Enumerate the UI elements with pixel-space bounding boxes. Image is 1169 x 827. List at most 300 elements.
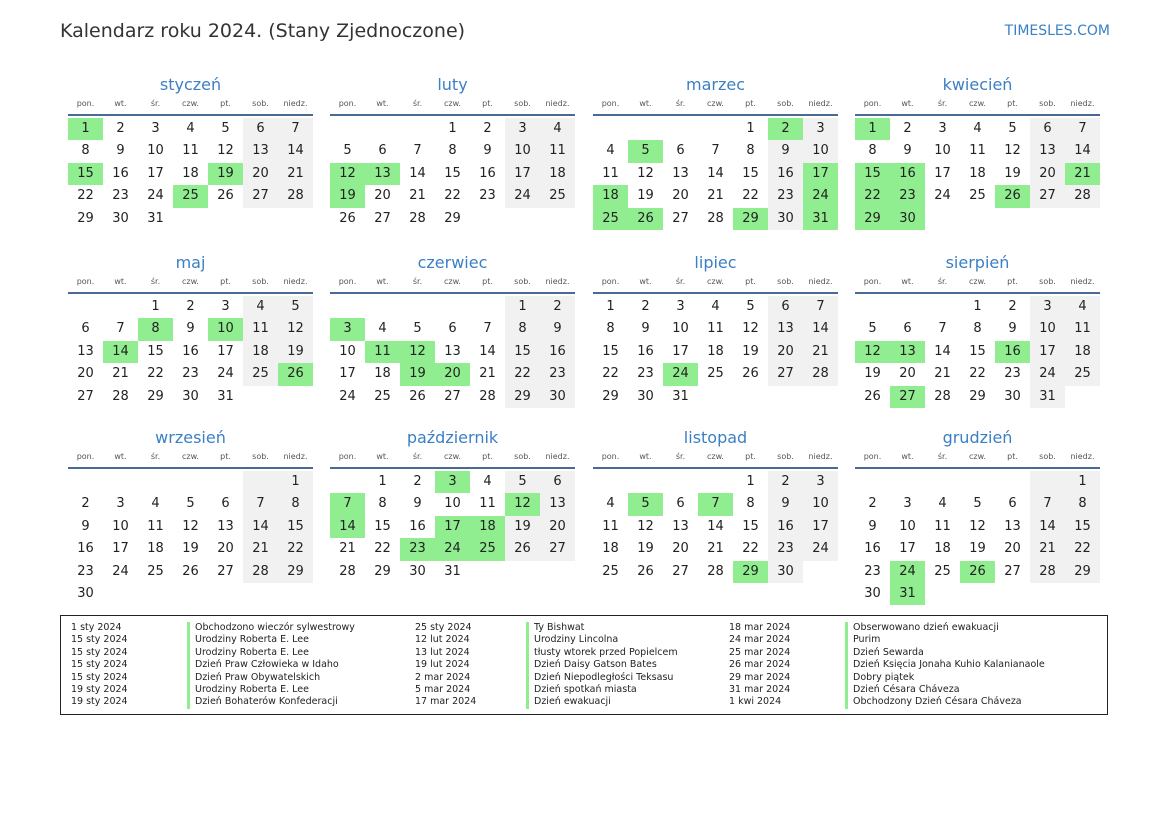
day-cell[interactable]: 14 <box>1030 516 1065 538</box>
day-cell[interactable]: 12 <box>278 318 313 340</box>
day-cell[interactable]: 14 <box>934 343 951 359</box>
day-cell[interactable]: 30 <box>768 561 803 583</box>
day-cell[interactable]: 22 <box>742 188 759 204</box>
day-cell[interactable]: 4 <box>606 496 615 512</box>
day-cell[interactable]: 12 <box>855 341 890 363</box>
day-cell[interactable]: 17 <box>803 163 838 185</box>
day-cell[interactable]: 5 <box>628 493 663 515</box>
day-cell[interactable]: 2 <box>903 121 912 136</box>
day-cell[interactable]: 2 <box>483 121 492 136</box>
day-cell[interactable]: 13 <box>672 165 689 181</box>
day-cell[interactable]: 17 <box>1030 341 1065 363</box>
day-cell[interactable]: 13 <box>1030 140 1065 162</box>
day-cell[interactable]: 23 <box>540 363 575 385</box>
day-cell[interactable]: 21 <box>339 541 356 557</box>
day-cell[interactable]: 24 <box>803 538 838 560</box>
day-cell[interactable]: 7 <box>330 493 365 515</box>
day-cell[interactable]: 9 <box>540 318 575 340</box>
day-cell[interactable]: 7 <box>1030 493 1065 515</box>
day-cell[interactable]: 20 <box>768 341 803 363</box>
day-cell[interactable]: 13 <box>243 140 278 162</box>
day-cell[interactable]: 29 <box>505 386 540 408</box>
day-cell[interactable]: 11 <box>182 143 199 159</box>
day-cell[interactable]: 22 <box>278 538 313 560</box>
day-cell[interactable]: 11 <box>707 321 724 337</box>
day-cell[interactable]: 30 <box>1004 388 1021 404</box>
day-cell[interactable]: 5 <box>505 471 540 493</box>
day-cell[interactable]: 1 <box>1065 471 1100 493</box>
day-cell[interactable]: 27 <box>217 563 234 579</box>
day-cell[interactable]: 24 <box>934 188 951 204</box>
day-cell[interactable]: 17 <box>339 366 356 382</box>
day-cell[interactable]: 10 <box>112 518 129 534</box>
day-cell[interactable]: 20 <box>672 188 689 204</box>
day-cell[interactable]: 18 <box>602 541 619 557</box>
day-cell[interactable]: 18 <box>934 541 951 557</box>
day-cell[interactable]: 9 <box>641 321 650 337</box>
day-cell[interactable]: 23 <box>77 563 94 579</box>
day-cell[interactable]: 30 <box>409 563 426 579</box>
day-cell[interactable]: 29 <box>969 388 986 404</box>
day-cell[interactable]: 17 <box>435 516 470 538</box>
day-cell[interactable]: 4 <box>186 121 195 136</box>
day-cell[interactable]: 24 <box>435 538 470 560</box>
day-cell[interactable]: 20 <box>1004 541 1021 557</box>
day-cell[interactable]: 22 <box>147 366 164 382</box>
day-cell[interactable]: 19 <box>637 541 654 557</box>
day-cell[interactable]: 21 <box>409 188 426 204</box>
day-cell[interactable]: 2 <box>540 296 575 318</box>
day-cell[interactable]: 27 <box>243 185 278 207</box>
day-cell[interactable]: 4 <box>378 321 387 337</box>
day-cell[interactable]: 30 <box>637 388 654 404</box>
day-cell[interactable]: 3 <box>116 496 125 512</box>
day-cell[interactable]: 26 <box>278 363 313 385</box>
day-cell[interactable]: 10 <box>672 321 689 337</box>
day-cell[interactable]: 17 <box>112 541 129 557</box>
day-cell[interactable]: 26 <box>505 538 540 560</box>
day-cell[interactable]: 30 <box>768 208 803 230</box>
day-cell[interactable]: 13 <box>890 341 925 363</box>
day-cell[interactable]: 24 <box>890 561 925 583</box>
day-cell[interactable]: 9 <box>116 143 125 159</box>
day-cell[interactable]: 26 <box>960 561 995 583</box>
day-cell[interactable]: 2 <box>868 496 877 512</box>
day-cell[interactable]: 6 <box>81 321 90 337</box>
day-cell[interactable]: 11 <box>602 165 619 181</box>
day-cell[interactable]: 27 <box>768 363 803 385</box>
day-cell[interactable]: 8 <box>138 318 173 340</box>
day-cell[interactable]: 27 <box>890 386 925 408</box>
day-cell[interactable]: 26 <box>742 366 759 382</box>
day-cell[interactable]: 21 <box>278 163 313 185</box>
day-cell[interactable]: 5 <box>868 321 877 337</box>
day-cell[interactable]: 6 <box>243 118 278 140</box>
day-cell[interactable]: 4 <box>973 121 982 136</box>
day-cell[interactable]: 14 <box>707 165 724 181</box>
day-cell[interactable]: 21 <box>1030 538 1065 560</box>
day-cell[interactable]: 17 <box>505 163 540 185</box>
day-cell[interactable]: 8 <box>448 143 457 159</box>
day-cell[interactable]: 16 <box>890 163 925 185</box>
day-cell[interactable]: 12 <box>400 341 435 363</box>
day-cell[interactable]: 24 <box>663 363 698 385</box>
day-cell[interactable]: 7 <box>1065 118 1100 140</box>
day-cell[interactable]: 22 <box>444 188 461 204</box>
day-cell[interactable]: 5 <box>746 299 755 314</box>
day-cell[interactable]: 28 <box>243 561 278 583</box>
day-cell[interactable]: 27 <box>672 563 689 579</box>
day-cell[interactable]: 13 <box>768 318 803 340</box>
day-cell[interactable]: 15 <box>969 343 986 359</box>
day-cell[interactable]: 28 <box>1030 561 1065 583</box>
day-cell[interactable]: 22 <box>77 188 94 204</box>
day-cell[interactable]: 10 <box>147 143 164 159</box>
day-cell[interactable]: 11 <box>1065 318 1100 340</box>
day-cell[interactable]: 19 <box>278 341 313 363</box>
day-cell[interactable]: 31 <box>890 583 925 605</box>
day-cell[interactable]: 22 <box>1065 538 1100 560</box>
day-cell[interactable]: 23 <box>112 188 129 204</box>
day-cell[interactable]: 22 <box>855 185 890 207</box>
day-cell[interactable]: 24 <box>217 366 234 382</box>
day-cell[interactable]: 21 <box>707 541 724 557</box>
day-cell[interactable]: 21 <box>707 188 724 204</box>
day-cell[interactable]: 21 <box>934 366 951 382</box>
day-cell[interactable]: 29 <box>855 208 890 230</box>
day-cell[interactable]: 5 <box>1008 121 1017 136</box>
day-cell[interactable]: 3 <box>903 496 912 512</box>
day-cell[interactable]: 19 <box>969 541 986 557</box>
day-cell[interactable]: 26 <box>995 185 1030 207</box>
day-cell[interactable]: 17 <box>899 541 916 557</box>
day-cell[interactable]: 8 <box>505 318 540 340</box>
day-cell[interactable]: 9 <box>768 493 803 515</box>
day-cell[interactable]: 22 <box>742 541 759 557</box>
day-cell[interactable]: 9 <box>868 518 877 534</box>
day-cell[interactable]: 28 <box>1065 185 1100 207</box>
day-cell[interactable]: 30 <box>864 585 881 601</box>
day-cell[interactable]: 6 <box>676 496 685 512</box>
day-cell[interactable]: 1 <box>855 118 890 140</box>
day-cell[interactable]: 30 <box>182 388 199 404</box>
day-cell[interactable]: 9 <box>81 518 90 534</box>
day-cell[interactable]: 25 <box>470 538 505 560</box>
day-cell[interactable]: 12 <box>742 321 759 337</box>
day-cell[interactable]: 21 <box>479 366 496 382</box>
day-cell[interactable]: 16 <box>479 165 496 181</box>
day-cell[interactable]: 19 <box>505 516 540 538</box>
day-cell[interactable]: 25 <box>602 563 619 579</box>
day-cell[interactable]: 26 <box>409 388 426 404</box>
day-cell[interactable]: 12 <box>637 518 654 534</box>
day-cell[interactable]: 1 <box>151 299 160 314</box>
day-cell[interactable]: 11 <box>969 143 986 159</box>
day-cell[interactable]: 10 <box>803 493 838 515</box>
day-cell[interactable]: 20 <box>435 363 470 385</box>
day-cell[interactable]: 31 <box>672 388 689 404</box>
day-cell[interactable]: 26 <box>628 208 663 230</box>
day-cell[interactable]: 10 <box>208 318 243 340</box>
day-cell[interactable]: 18 <box>593 185 628 207</box>
day-cell[interactable]: 9 <box>768 140 803 162</box>
day-cell[interactable]: 11 <box>934 518 951 534</box>
day-cell[interactable]: 14 <box>278 140 313 162</box>
day-cell[interactable]: 16 <box>182 343 199 359</box>
day-cell[interactable]: 18 <box>707 343 724 359</box>
day-cell[interactable]: 9 <box>186 321 195 337</box>
day-cell[interactable]: 8 <box>746 496 755 512</box>
day-cell[interactable]: 21 <box>243 538 278 560</box>
day-cell[interactable]: 16 <box>995 341 1030 363</box>
day-cell[interactable]: 19 <box>182 541 199 557</box>
day-cell[interactable]: 17 <box>147 165 164 181</box>
day-cell[interactable]: 5 <box>221 121 230 136</box>
day-cell[interactable]: 7 <box>116 321 125 337</box>
day-cell[interactable]: 23 <box>182 366 199 382</box>
day-cell[interactable]: 1 <box>68 118 103 140</box>
day-cell[interactable]: 25 <box>147 563 164 579</box>
day-cell[interactable]: 10 <box>934 143 951 159</box>
day-cell[interactable]: 4 <box>938 496 947 512</box>
day-cell[interactable]: 16 <box>409 518 426 534</box>
day-cell[interactable]: 2 <box>186 299 195 314</box>
day-cell[interactable]: 15 <box>742 165 759 181</box>
day-cell[interactable]: 21 <box>112 366 129 382</box>
day-cell[interactable]: 8 <box>378 496 387 512</box>
day-cell[interactable]: 8 <box>606 321 615 337</box>
day-cell[interactable]: 23 <box>1004 366 1021 382</box>
day-cell[interactable]: 29 <box>374 563 391 579</box>
day-cell[interactable]: 2 <box>1008 299 1017 314</box>
day-cell[interactable]: 28 <box>339 563 356 579</box>
day-cell[interactable]: 28 <box>112 388 129 404</box>
day-cell[interactable]: 26 <box>339 210 356 226</box>
day-cell[interactable]: 4 <box>606 143 615 159</box>
day-cell[interactable]: 28 <box>707 563 724 579</box>
day-cell[interactable]: 30 <box>540 386 575 408</box>
day-cell[interactable]: 24 <box>803 185 838 207</box>
day-cell[interactable]: 16 <box>768 163 803 185</box>
day-cell[interactable]: 24 <box>339 388 356 404</box>
day-cell[interactable]: 6 <box>903 321 912 337</box>
day-cell[interactable]: 23 <box>768 538 803 560</box>
day-cell[interactable]: 13 <box>1004 518 1021 534</box>
day-cell[interactable]: 3 <box>435 471 470 493</box>
day-cell[interactable]: 7 <box>698 493 733 515</box>
day-cell[interactable]: 22 <box>374 541 391 557</box>
day-cell[interactable]: 21 <box>803 341 838 363</box>
day-cell[interactable]: 14 <box>409 165 426 181</box>
day-cell[interactable]: 27 <box>374 210 391 226</box>
day-cell[interactable]: 18 <box>182 165 199 181</box>
day-cell[interactable]: 8 <box>1065 493 1100 515</box>
day-cell[interactable]: 20 <box>672 541 689 557</box>
day-cell[interactable]: 9 <box>413 496 422 512</box>
day-cell[interactable]: 19 <box>742 343 759 359</box>
day-cell[interactable]: 2 <box>768 118 803 140</box>
day-cell[interactable]: 25 <box>593 208 628 230</box>
day-cell[interactable]: 23 <box>479 188 496 204</box>
day-cell[interactable]: 23 <box>768 185 803 207</box>
day-cell[interactable]: 29 <box>602 388 619 404</box>
day-cell[interactable]: 27 <box>77 388 94 404</box>
day-cell[interactable]: 14 <box>330 516 365 538</box>
day-cell[interactable]: 25 <box>173 185 208 207</box>
day-cell[interactable]: 30 <box>77 585 94 601</box>
day-cell[interactable]: 6 <box>448 321 457 337</box>
day-cell[interactable]: 17 <box>803 516 838 538</box>
day-cell[interactable]: 13 <box>77 343 94 359</box>
day-cell[interactable]: 26 <box>182 563 199 579</box>
day-cell[interactable]: 14 <box>1065 140 1100 162</box>
day-cell[interactable]: 26 <box>864 388 881 404</box>
day-cell[interactable]: 5 <box>413 321 422 337</box>
day-cell[interactable]: 13 <box>217 518 234 534</box>
day-cell[interactable]: 3 <box>1030 296 1065 318</box>
day-cell[interactable]: 8 <box>868 143 877 159</box>
day-cell[interactable]: 27 <box>1004 563 1021 579</box>
day-cell[interactable]: 1 <box>378 474 387 489</box>
day-cell[interactable]: 18 <box>470 516 505 538</box>
day-cell[interactable]: 10 <box>899 518 916 534</box>
day-cell[interactable]: 3 <box>151 121 160 136</box>
day-cell[interactable]: 17 <box>672 343 689 359</box>
day-cell[interactable]: 13 <box>365 163 400 185</box>
day-cell[interactable]: 19 <box>330 185 365 207</box>
day-cell[interactable]: 23 <box>400 538 435 560</box>
day-cell[interactable]: 12 <box>1004 143 1021 159</box>
day-cell[interactable]: 22 <box>505 363 540 385</box>
day-cell[interactable]: 5 <box>343 143 352 159</box>
day-cell[interactable]: 13 <box>672 518 689 534</box>
day-cell[interactable]: 24 <box>112 563 129 579</box>
day-cell[interactable]: 10 <box>444 496 461 512</box>
day-cell[interactable]: 1 <box>505 296 540 318</box>
day-cell[interactable]: 16 <box>864 541 881 557</box>
day-cell[interactable]: 27 <box>540 538 575 560</box>
day-cell[interactable]: 2 <box>768 471 803 493</box>
day-cell[interactable]: 31 <box>803 208 838 230</box>
day-cell[interactable]: 12 <box>505 493 540 515</box>
day-cell[interactable]: 12 <box>182 518 199 534</box>
day-cell[interactable]: 18 <box>243 341 278 363</box>
day-cell[interactable]: 7 <box>711 143 720 159</box>
day-cell[interactable]: 7 <box>803 296 838 318</box>
day-cell[interactable]: 3 <box>330 318 365 340</box>
day-cell[interactable]: 10 <box>339 343 356 359</box>
day-cell[interactable]: 15 <box>742 518 759 534</box>
day-cell[interactable]: 25 <box>540 185 575 207</box>
day-cell[interactable]: 4 <box>1065 296 1100 318</box>
day-cell[interactable]: 28 <box>278 185 313 207</box>
day-cell[interactable]: 20 <box>217 541 234 557</box>
day-cell[interactable]: 23 <box>637 366 654 382</box>
day-cell[interactable]: 6 <box>378 143 387 159</box>
day-cell[interactable]: 10 <box>803 140 838 162</box>
day-cell[interactable]: 11 <box>243 318 278 340</box>
day-cell[interactable]: 28 <box>934 388 951 404</box>
day-cell[interactable]: 25 <box>1065 363 1100 385</box>
day-cell[interactable]: 11 <box>365 341 400 363</box>
day-cell[interactable]: 9 <box>903 143 912 159</box>
day-cell[interactable]: 3 <box>676 299 685 314</box>
day-cell[interactable]: 15 <box>505 341 540 363</box>
day-cell[interactable]: 3 <box>505 118 540 140</box>
day-cell[interactable]: 14 <box>479 343 496 359</box>
day-cell[interactable]: 22 <box>969 366 986 382</box>
day-cell[interactable]: 6 <box>768 296 803 318</box>
day-cell[interactable]: 20 <box>1030 163 1065 185</box>
day-cell[interactable]: 11 <box>602 518 619 534</box>
day-cell[interactable]: 29 <box>147 388 164 404</box>
day-cell[interactable]: 1 <box>606 299 615 314</box>
day-cell[interactable]: 2 <box>641 299 650 314</box>
day-cell[interactable]: 2 <box>413 474 422 489</box>
day-cell[interactable]: 20 <box>77 366 94 382</box>
day-cell[interactable]: 1 <box>746 121 755 136</box>
day-cell[interactable]: 5 <box>186 496 195 512</box>
day-cell[interactable]: 13 <box>540 493 575 515</box>
day-cell[interactable]: 12 <box>217 143 234 159</box>
day-cell[interactable]: 4 <box>151 496 160 512</box>
day-cell[interactable]: 6 <box>676 143 685 159</box>
day-cell[interactable]: 1 <box>973 299 982 314</box>
day-cell[interactable]: 15 <box>855 163 890 185</box>
day-cell[interactable]: 25 <box>934 563 951 579</box>
day-cell[interactable]: 19 <box>208 163 243 185</box>
day-cell[interactable]: 29 <box>77 210 94 226</box>
day-cell[interactable]: 8 <box>973 321 982 337</box>
day-cell[interactable]: 3 <box>221 299 230 314</box>
day-cell[interactable]: 3 <box>803 471 838 493</box>
day-cell[interactable]: 22 <box>602 366 619 382</box>
day-cell[interactable]: 8 <box>81 143 90 159</box>
day-cell[interactable]: 4 <box>540 118 575 140</box>
day-cell[interactable]: 13 <box>444 343 461 359</box>
day-cell[interactable]: 21 <box>1065 163 1100 185</box>
day-cell[interactable]: 18 <box>1065 341 1100 363</box>
day-cell[interactable]: 4 <box>243 296 278 318</box>
day-cell[interactable]: 5 <box>278 296 313 318</box>
day-cell[interactable]: 23 <box>890 185 925 207</box>
day-cell[interactable]: 20 <box>899 366 916 382</box>
day-cell[interactable]: 15 <box>602 343 619 359</box>
day-cell[interactable]: 9 <box>1008 321 1017 337</box>
day-cell[interactable]: 4 <box>711 299 720 314</box>
day-cell[interactable]: 29 <box>733 561 768 583</box>
day-cell[interactable]: 31 <box>1030 386 1065 408</box>
day-cell[interactable]: 7 <box>413 143 422 159</box>
day-cell[interactable]: 11 <box>540 140 575 162</box>
day-cell[interactable]: 29 <box>733 208 768 230</box>
day-cell[interactable]: 7 <box>243 493 278 515</box>
day-cell[interactable]: 17 <box>934 165 951 181</box>
day-cell[interactable]: 24 <box>147 188 164 204</box>
day-cell[interactable]: 12 <box>330 163 365 185</box>
day-cell[interactable]: 29 <box>278 561 313 583</box>
day-cell[interactable]: 3 <box>803 118 838 140</box>
day-cell[interactable]: 18 <box>147 541 164 557</box>
day-cell[interactable]: 6 <box>540 471 575 493</box>
day-cell[interactable]: 1 <box>278 471 313 493</box>
day-cell[interactable]: 15 <box>278 516 313 538</box>
day-cell[interactable]: 6 <box>1030 118 1065 140</box>
day-cell[interactable]: 20 <box>243 163 278 185</box>
day-cell[interactable]: 25 <box>707 366 724 382</box>
day-cell[interactable]: 11 <box>147 518 164 534</box>
day-cell[interactable]: 25 <box>243 363 278 385</box>
